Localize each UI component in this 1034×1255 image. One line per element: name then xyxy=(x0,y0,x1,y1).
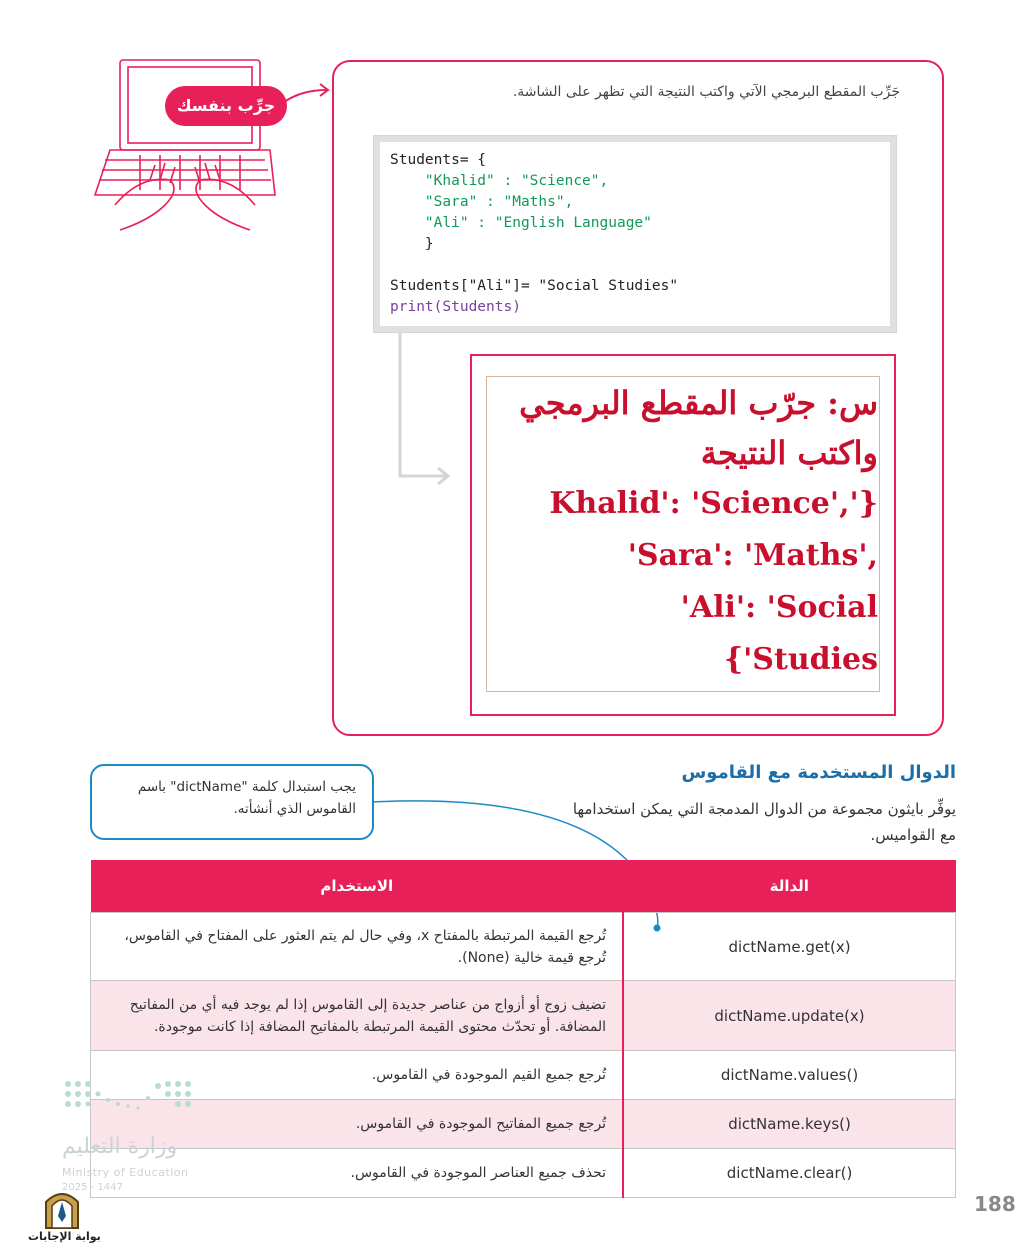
answer-line: 'Sara': 'Maths', xyxy=(627,538,878,573)
table-row xyxy=(91,981,956,1051)
gate-logo-icon xyxy=(40,1186,84,1230)
gate-label: بوابة الإجابات xyxy=(28,1230,101,1243)
ministry-name-en: Ministry of Education xyxy=(62,1166,189,1179)
function-cell: dictName.values() xyxy=(623,1051,955,1100)
laptop-typing-illustration xyxy=(80,55,280,235)
usage-cell: تُرجع القيمة المرتبطة بالمفتاح x، وفي حال لم يتم العثور على المفتاح في القاموس، تُرجع قيمة خالية (None). xyxy=(91,913,624,981)
ministry-logo-dots xyxy=(62,1078,202,1122)
answer-line: Khalid': 'Science','} xyxy=(549,486,878,521)
code-line: Students["Ali"]= "Social Studies" xyxy=(390,278,679,294)
arrow-right-icon xyxy=(282,80,332,110)
usage-cell: تُرجع جميع القيم الموجودة في القاموس. xyxy=(91,1051,624,1100)
code-line: "Ali" : "English Language" xyxy=(390,215,652,231)
code-line: "Sara" : "Maths", xyxy=(390,194,574,210)
section-title: الدوال المستخدمة مع القاموس xyxy=(681,762,956,783)
function-cell: dictName.get(x) xyxy=(623,913,955,981)
code-line: print(Students) xyxy=(390,299,521,315)
page-number: 188 xyxy=(974,1192,1016,1216)
usage-cell: تضيف زوج أو أزواج من عناصر جديدة إلى القاموس إذا لم يوجد فيه أي من المفاتيح المضافة. أو تحدّث محتوى القيمة المرتبطة بالمفاتيح المضافة إذا كانت موجودة. xyxy=(91,981,624,1051)
answer-line: {'Studies xyxy=(723,642,878,677)
function-cell: dictName.update(x) xyxy=(623,981,955,1051)
usage-cell: تحذف جميع العناصر الموجودة في القاموس. xyxy=(91,1149,624,1198)
flow-arrow-icon xyxy=(396,332,456,492)
table-row xyxy=(91,1149,956,1198)
answer-line: 'Ali': 'Social xyxy=(680,590,878,625)
ministry-name-ar: وزارة التعليم xyxy=(62,1134,178,1159)
table-row xyxy=(91,1100,956,1149)
code-line: } xyxy=(390,236,434,252)
try-yourself-badge: جرِّب بنفسك xyxy=(165,86,287,126)
code-line: "Khalid" : "Science", xyxy=(390,173,609,189)
table-row xyxy=(91,1051,956,1100)
handwritten-answer xyxy=(486,378,878,686)
header-usage: الاستخدام xyxy=(91,860,624,913)
dict-functions-table xyxy=(90,860,956,1198)
section-body: يوفِّر بايثون مجموعة من الدوال المدمجة التي يمكن استخدامها مع القواميس. xyxy=(572,800,956,844)
usage-cell: تُرجع جميع المفاتيح الموجودة في القاموس. xyxy=(91,1100,624,1149)
card-instruction: جَرِّب المقطع البرمجي الآتي واكتب النتيجة التي تظهر على الشاشة. xyxy=(512,84,900,100)
callout-text: يجب استبدال كلمة "dictName" باسم القاموس الذي أنشأته. xyxy=(137,779,356,817)
table-header-row xyxy=(91,860,956,913)
function-cell: dictName.keys() xyxy=(623,1100,955,1149)
code-block xyxy=(390,150,678,318)
code-line: Students= { xyxy=(390,152,487,168)
ministry-year: 2025 - 1447 xyxy=(62,1182,123,1193)
header-function: الدالة xyxy=(623,860,955,913)
function-cell: dictName.clear() xyxy=(623,1149,955,1198)
table-row xyxy=(91,913,956,981)
answer-question: س: جرّب المقطع البرمجي واكتب النتيجة xyxy=(519,384,878,472)
